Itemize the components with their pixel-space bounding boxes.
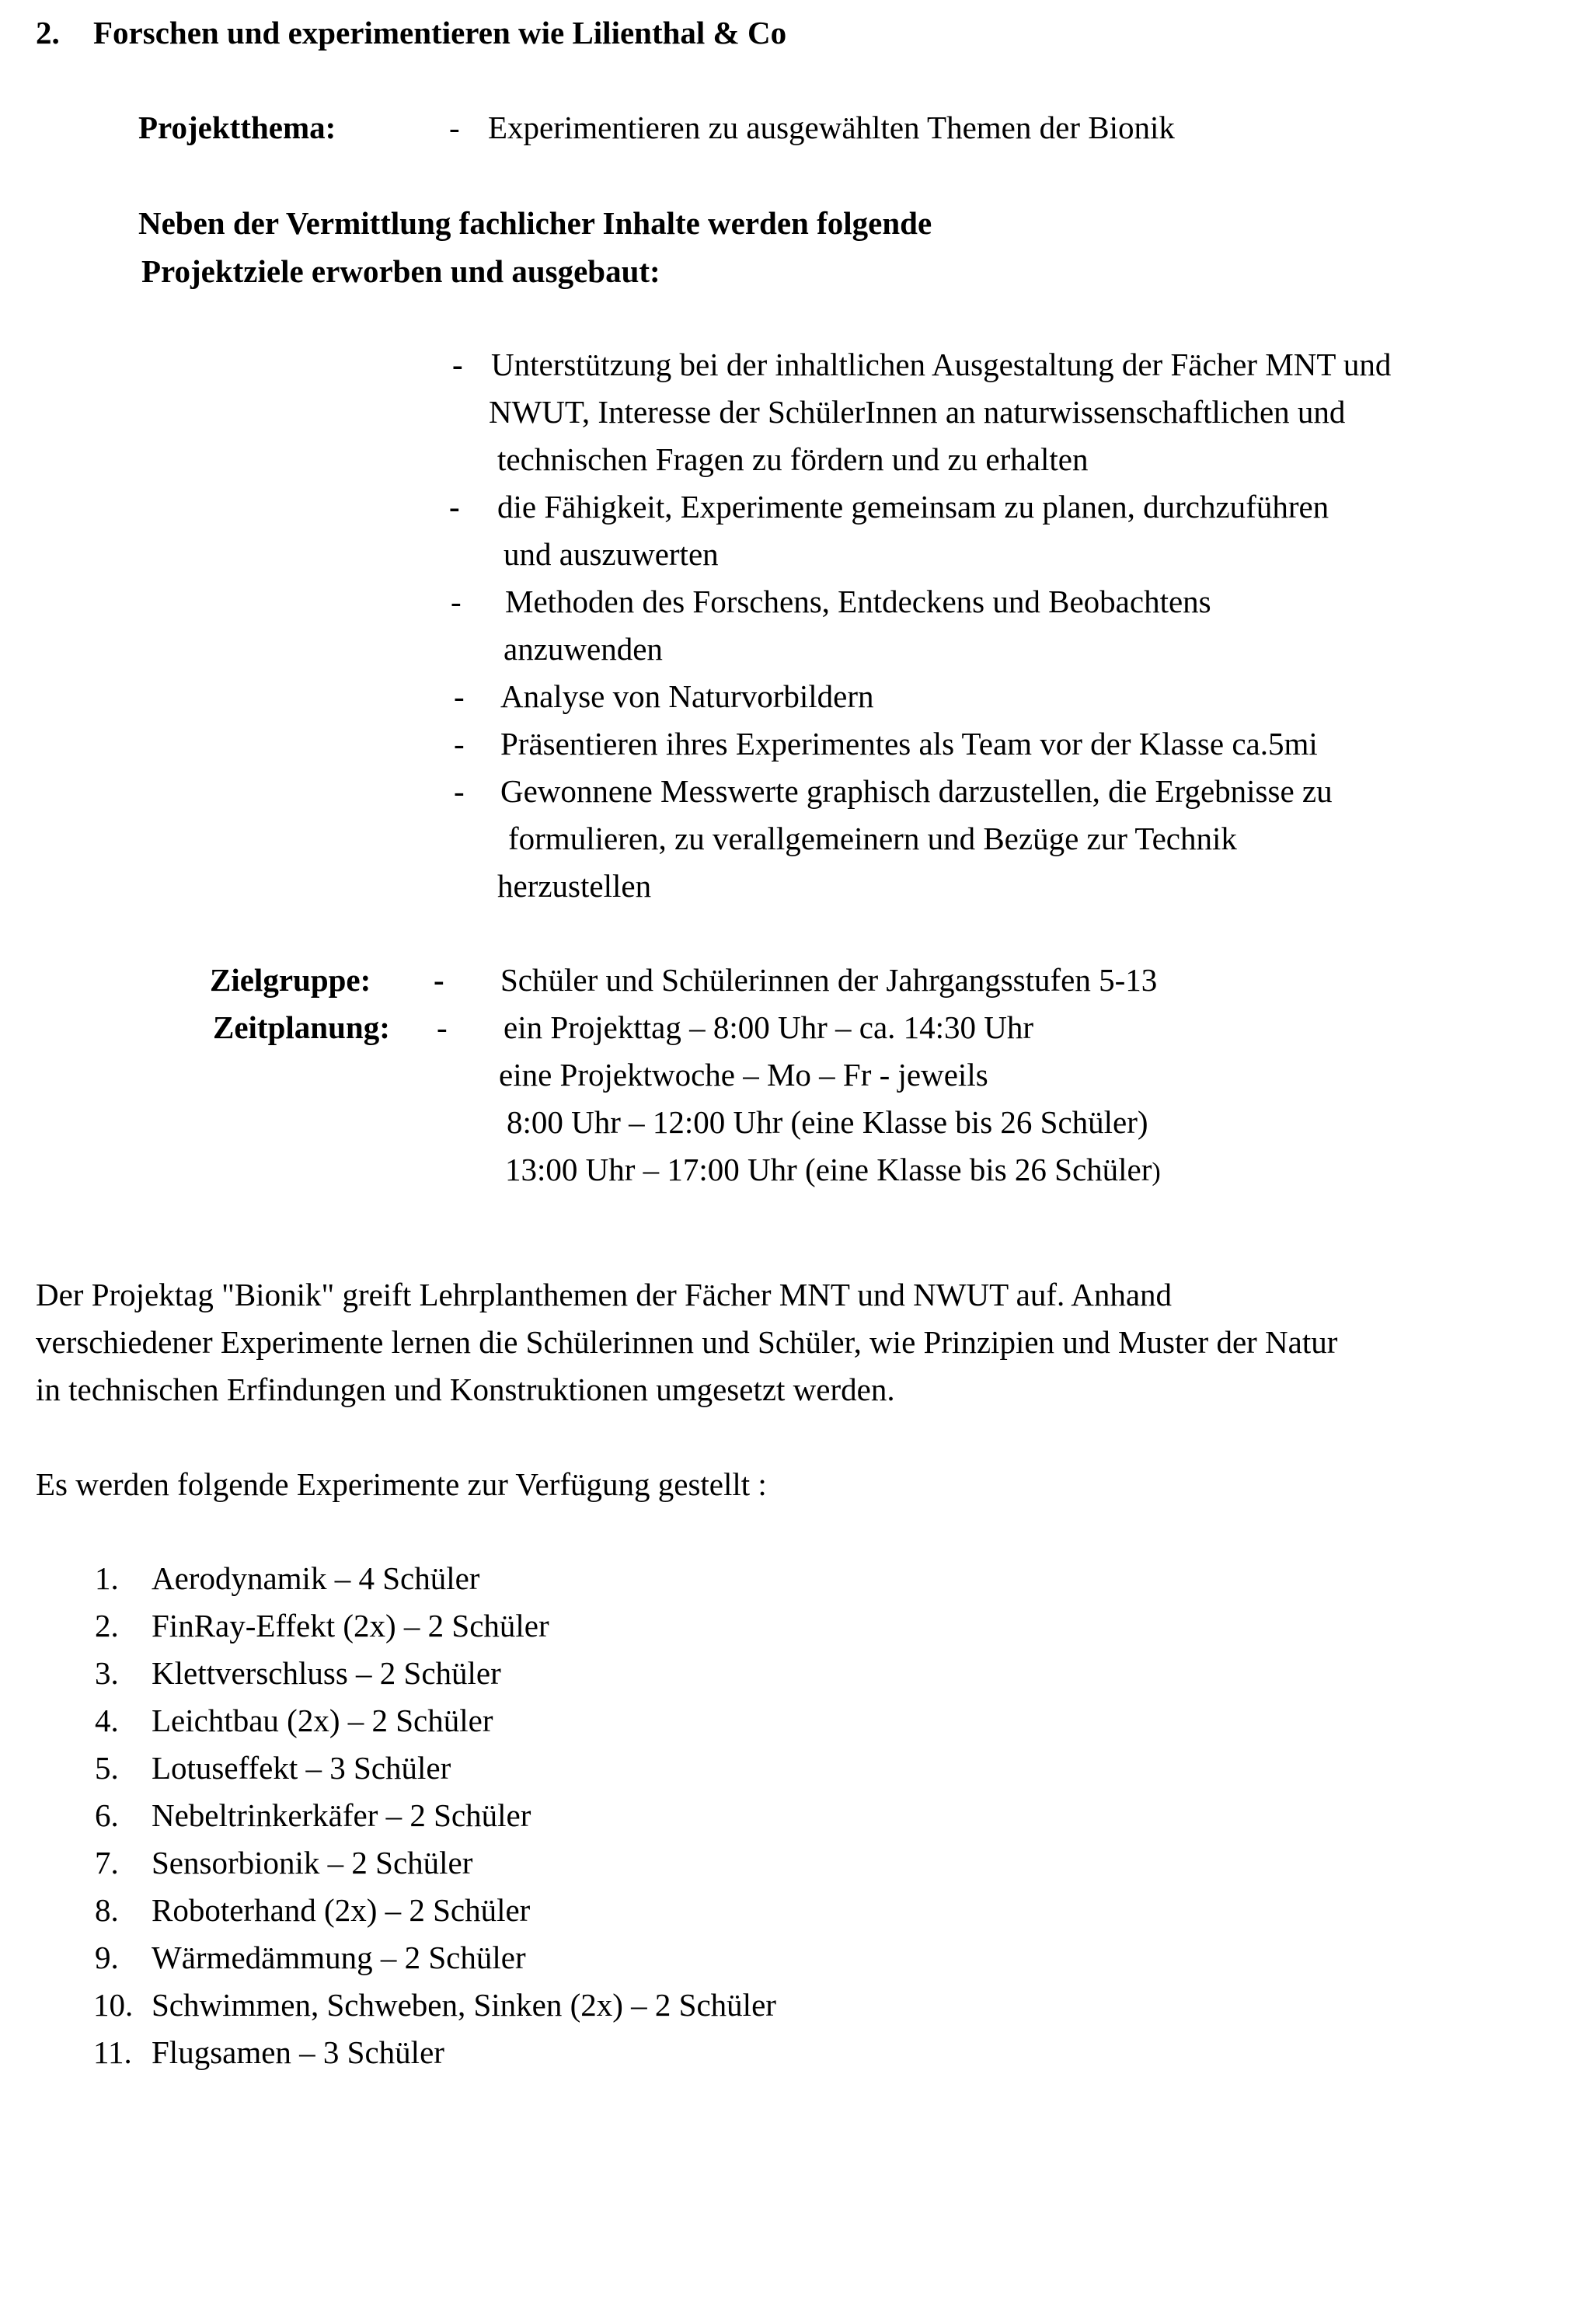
list-item-text: Sensorbionik – 2 Schüler <box>152 1845 473 1881</box>
goal-line: NWUT, Interesse der SchülerInnen an naturwissenschaftlichen und <box>489 394 1346 430</box>
schedule-line: eine Projektwoche – Mo – Fr - jeweils <box>499 1057 988 1093</box>
goal-line: die Fähigkeit, Experimente gemeinsam zu planen, durchzuführen <box>497 489 1329 525</box>
list-item-text: Aerodynamik – 4 Schüler <box>152 1560 480 1596</box>
target-group-dash: - <box>434 962 444 998</box>
list-item-number: 10. <box>93 1987 134 2023</box>
description-line: verschiedener Experimente lernen die Schülerinnen und Schüler, wie Prinzipien und Muster der Natur <box>36 1324 1338 1360</box>
project-topic-label: Projektthema: <box>138 110 336 145</box>
goal-line: formulieren, zu verallgemeinern und Bezüge zur Technik <box>508 821 1237 856</box>
description-line: Der Projektag "Bionik" greift Lehrplanthemen der Fächer MNT und NWUT auf. Anhand <box>36 1277 1173 1312</box>
goal-dash: - <box>452 347 463 382</box>
project-topic-value: Experimentieren zu ausgewählten Themen der Bionik <box>488 110 1175 145</box>
schedule-line <box>505 1150 1161 1192</box>
goal-dash: - <box>454 773 465 809</box>
list-item-number: 4. <box>95 1703 119 1738</box>
schedule-line-paren: ) <box>1152 1158 1161 1187</box>
schedule-dash: - <box>437 1009 448 1045</box>
goal-dash: - <box>449 489 460 525</box>
goal-line: Methoden des Forschens, Entdeckens und Beobachtens <box>505 584 1211 619</box>
list-item-number: 8. <box>95 1892 119 1928</box>
heading-title: Forschen und experimentieren wie Lilienthal & Co <box>93 15 787 51</box>
goal-line: Unterstützung bei der inhaltlichen Ausgestaltung der Fächer MNT und <box>491 347 1392 382</box>
list-item-number: 6. <box>95 1797 119 1833</box>
list-item-number: 11. <box>93 2034 132 2070</box>
list-item-text: Nebeltrinkerkäfer – 2 Schüler <box>152 1797 531 1833</box>
goal-line: anzuwenden <box>504 631 663 667</box>
list-item-text: Leichtbau (2x) – 2 Schüler <box>152 1703 493 1738</box>
list-item-text: Wärmedämmung – 2 Schüler <box>152 1940 526 1975</box>
list-item-text: Schwimmen, Schweben, Sinken (2x) – 2 Schüler <box>152 1987 776 2023</box>
goal-dash: - <box>454 678 465 714</box>
goals-intro-line1: Neben der Vermittlung fachlicher Inhalte werden folgende <box>138 205 932 241</box>
list-item-text: Flugsamen – 3 Schüler <box>152 2034 444 2070</box>
schedule-line-text: 13:00 Uhr – 17:00 Uhr (eine Klasse bis 26 Schüler <box>505 1152 1152 1187</box>
list-item-number: 3. <box>95 1655 119 1691</box>
list-item-number: 5. <box>95 1750 119 1786</box>
list-item-text: Klettverschluss – 2 Schüler <box>152 1655 501 1691</box>
list-item-number: 9. <box>95 1940 119 1975</box>
target-group-label: Zielgruppe: <box>210 962 371 998</box>
goal-line: technischen Fragen zu fördern und zu erhalten <box>497 441 1089 477</box>
list-item-text: Roboterhand (2x) – 2 Schüler <box>152 1892 531 1928</box>
goal-line: herzustellen <box>497 868 652 904</box>
list-item-number: 1. <box>95 1560 119 1596</box>
project-topic-dash: - <box>449 110 460 145</box>
goals-intro-line2: Projektziele erworben und ausgebaut: <box>141 253 660 289</box>
schedule-line: 8:00 Uhr – 12:00 Uhr (eine Klasse bis 26 Schüler) <box>507 1104 1148 1140</box>
list-item-number: 7. <box>95 1845 119 1881</box>
experiments-intro: Es werden folgende Experimente zur Verfügung gestellt : <box>36 1466 767 1502</box>
schedule-line: ein Projekttag – 8:00 Uhr – ca. 14:30 Uhr <box>504 1009 1034 1045</box>
goal-dash: - <box>451 584 462 619</box>
description-line: in technischen Erfindungen und Konstruktionen umgesetzt werden. <box>36 1372 895 1407</box>
schedule-label: Zeitplanung: <box>213 1009 390 1045</box>
heading-number: 2. <box>36 15 60 51</box>
goal-line: Analyse von Naturvorbildern <box>500 678 874 714</box>
goal-line: Gewonnene Messwerte graphisch darzustellen, die Ergebnisse zu <box>500 773 1333 809</box>
list-item-text: Lotuseffekt – 3 Schüler <box>152 1750 451 1786</box>
list-item-text: FinRay-Effekt (2x) – 2 Schüler <box>152 1608 549 1643</box>
goal-line: Präsentieren ihres Experimentes als Team vor der Klasse ca.5mi <box>500 726 1318 762</box>
goal-line: und auszuwerten <box>504 536 719 572</box>
goal-dash: - <box>454 726 465 762</box>
target-group-value: Schüler und Schülerinnen der Jahrgangsstufen 5-13 <box>500 962 1158 998</box>
list-item-number: 2. <box>95 1608 119 1643</box>
